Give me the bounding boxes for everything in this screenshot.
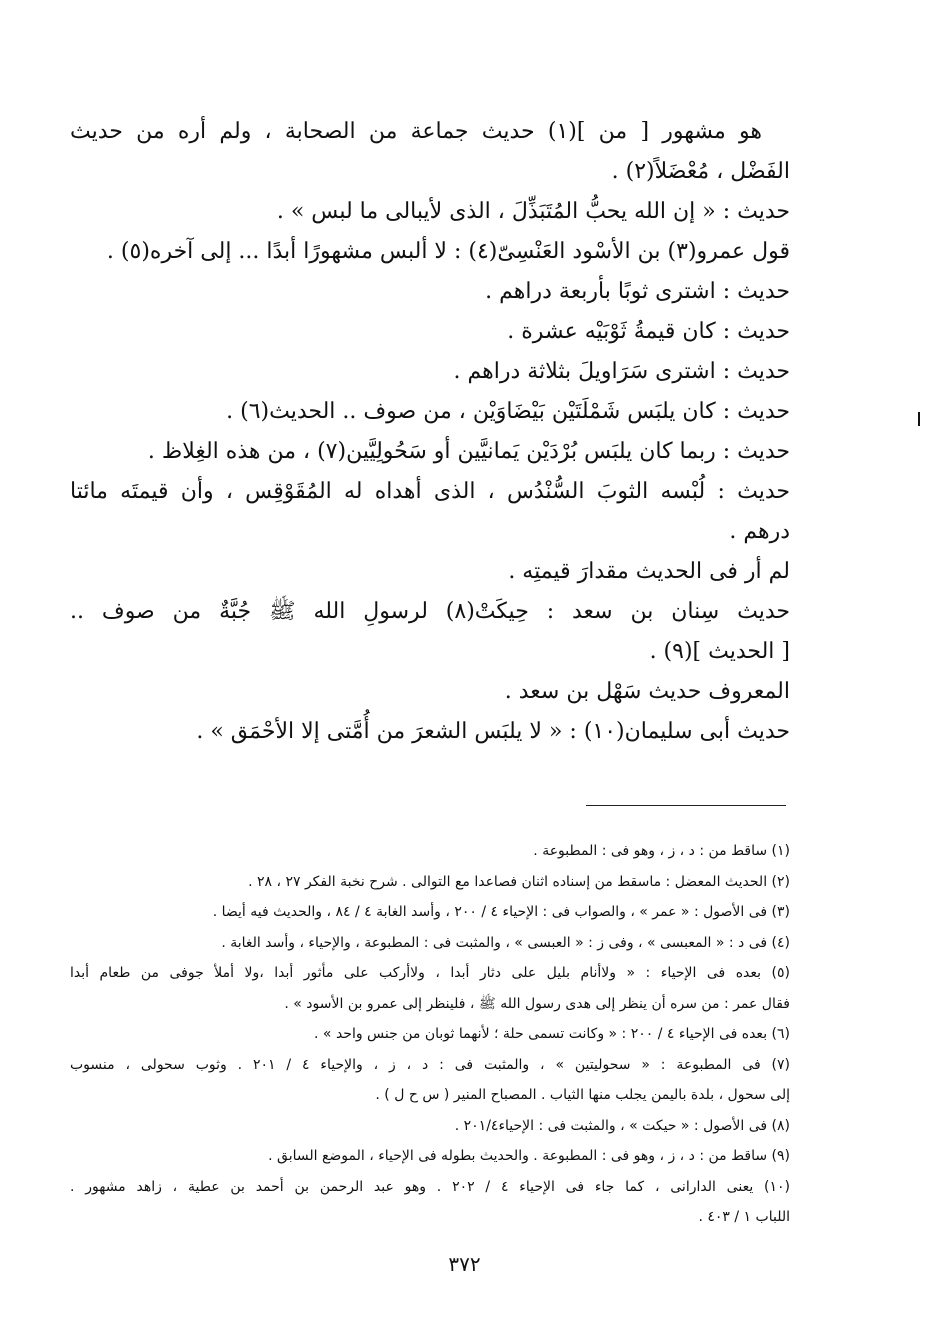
footnote: اللباب ١ / ٤٠٣ . — [698, 1209, 790, 1225]
footnote: (٨) فى الأصول : « حيكت » ، والمثبت فى : الإحياء٢٠١/٤ . — [454, 1117, 790, 1134]
footnote: (١) ساقط من : د ، ز ، وهو فى : المطبوعة . — [533, 843, 790, 859]
text-line: لم أر فى الحديث مقدارَ قيمتِه . — [508, 559, 790, 584]
footnote: (٤) فى د : « المعبسى » ، وفى ز : « العبسى » ، والمثبت فى : المطبوعة ، والإحياء ، وأسد الغابة . — [221, 934, 790, 951]
text-line: حديث : لُبْسه الثوبَ السُّنْدُس ، الذى أهداه له المُقَوْقِس ، وأن قيمتَه مائتا — [70, 479, 790, 504]
footnote: (٣) فى الأصول : « عمر » ، والصواب فى : الإحياء ٤ / ٢٠٠ ، وأسد الغابة ٤ / ٨٤ ، والحديث فيه أيضا . — [212, 904, 790, 920]
text-line: قول عمرو(٣) بن الأسْود العَنْسِىّ(٤) : لا ألبس مشهورًا أبدًا ... إلى آخره(٥) . — [106, 239, 790, 264]
footnote: (١٠) يعنى الدارانى ، كما جاء فى الإحياء ٤ / ٢٠٢ . وهو عبد الرحمن بن أحمد بن عطية ، زاهد مشهور . — [70, 1178, 790, 1195]
footnote: (٥) بعده فى الإحياء : « ولاأنام بليل على دثار أبدا ، ولاأركب على مأثور أبدا ،ولا أملأ جوفى من طعام أبدا — [70, 965, 790, 981]
footnote: (٧) فى المطبوعة : « سحوليتين » ، والمثبت فى : د ، ز ، والإحياء ٤ / ٢٠١ . وثوب سحولى ، منسوب — [70, 1056, 790, 1073]
main-text — [70, 112, 790, 752]
text-line: حديث : اشترى ثوبًا بأربعة دراهم . — [485, 279, 790, 304]
margin-mark — [918, 412, 920, 426]
text-line: المعروف حديث سَهْل بن سعد . — [504, 679, 790, 704]
footnote: إلى سحول ، بلدة باليمن يجلب منها الثياب . المصباح المنير ( س ح ل ) . — [375, 1087, 790, 1103]
text-line: حديث : كان يلبَس شَمْلَتَيْن بَيْضَاوَيْن ، من صوف .. الحديث(٦) . — [226, 399, 790, 424]
text-line: [ الحديث ](٩) . — [649, 639, 790, 664]
footnote-separator — [586, 805, 786, 806]
footnote: (٢) الحديث المعضل : ماسقط من إسناده اثنان فصاعدا مع التوالى . شرح نخبة الفكر ٢٧ ، ٢٨ . — [248, 873, 790, 890]
text-line: حديث : « إن الله يحبُّ المُتَبَذِّلَ ، الذى لأيبالى ما لبس » . — [276, 199, 790, 224]
text-line: حديث : ربما كان يلبَس بُرْدَيْن يَمانيَّين أو سَحُولِيَّين(٧) ، من هذه الغِلاظ . — [147, 439, 790, 464]
text-line: حديث سِنان بن سعد : حِيكَتْ(٨) لرسولِ الله ﷺ جُبَّةٌ من صوف .. — [70, 599, 790, 624]
footnote: (٩) ساقط من : د ، ز ، وهو فى : المطبوعة . والحديث بطوله فى الإحياء ، الموضع السابق . — [268, 1148, 790, 1164]
text-line: حديث أبى سليمان(١٠) : « لا يلبَس الشعرَ من أُمَّتى إلا الأحْمَق » . — [196, 719, 790, 744]
text-line: حديث : اشترى سَرَاويلَ بثلاثة دراهم . — [453, 359, 790, 384]
text-line: الفَضْل ، مُعْضَلاً(٢) . — [611, 159, 790, 184]
footnote: (٦) بعده فى الإحياء ٤ / ٢٠٠ : « وكانت تسمى حلة ؛ لأنهما ثوبان من جنس واحد » . — [314, 1026, 790, 1042]
text-line: حديث : كان قيمةُ ثَوْبَيْه عشرة . — [507, 319, 790, 344]
text-line: درهم . — [729, 519, 790, 544]
footnotes — [70, 836, 790, 1233]
footnote: فقال عمر : من سره أن ينظر إلى هدى رسول الله ﷺ ، فلينظر إلى عمرو بن الأسود » . — [284, 995, 790, 1012]
text-line: هو مشهور [ من ](١) حديث جماعة من الصحابة ، ولم أره من حديث — [70, 119, 762, 144]
page-number: ٣٧٢ — [448, 1252, 481, 1276]
